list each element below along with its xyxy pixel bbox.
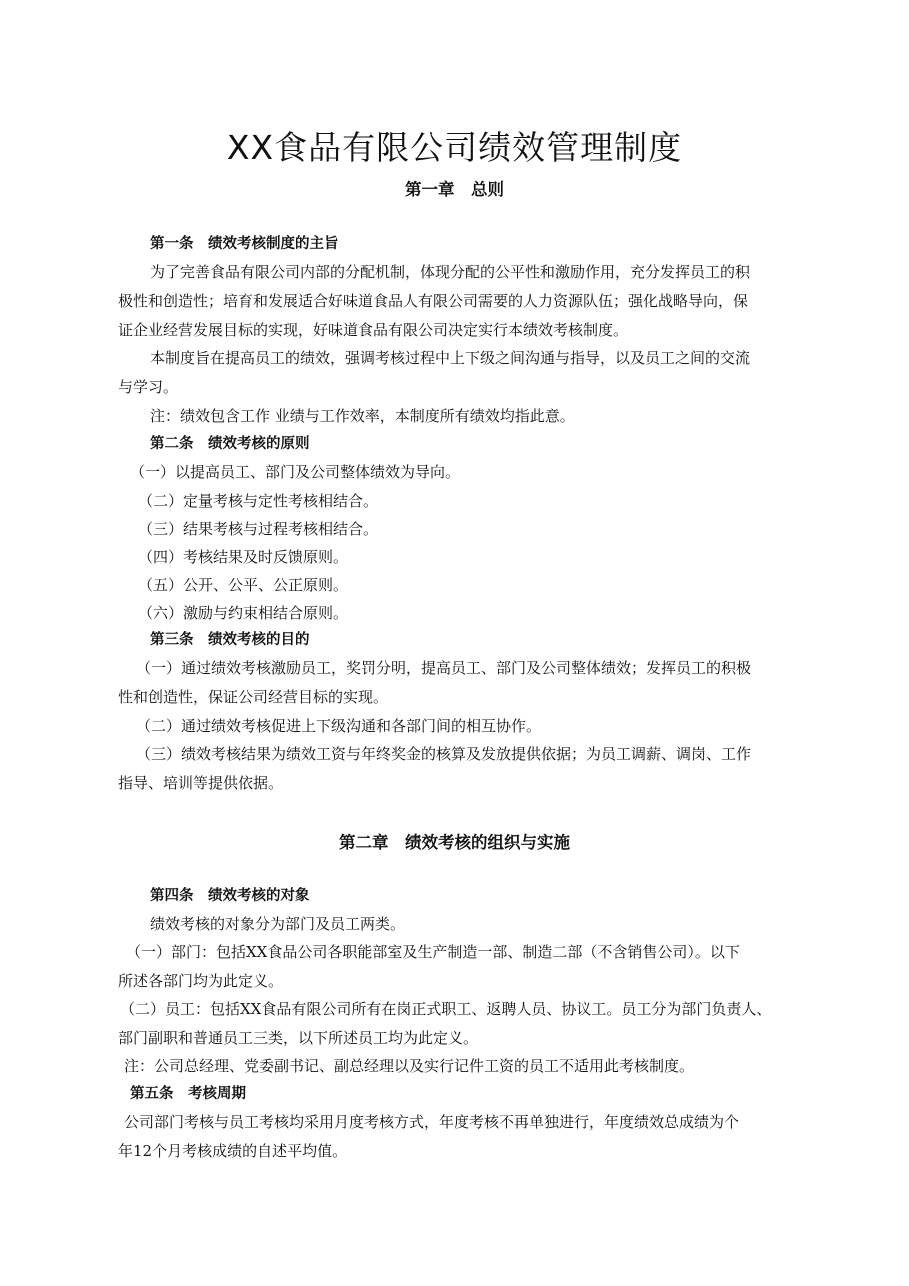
article-4-item-1-line-2: 所述各部门均为此定义。: [118, 972, 284, 990]
article-1-para-1-line-3: 证企业经营发展目标的实现，好味道食品有限公司决定实行本绩效考核制度。: [118, 321, 629, 339]
article-3-item-1-line-1: （一）通过绩效考核激励员工，奖罚分明，提高员工、部门及公司整体绩效；发挥员工的积极: [136, 659, 752, 677]
article-5-para-line-1: 公司部门考核与员工考核均采用月度考核方式，年度考核不再单独进行，年度绩效总成绩为个: [124, 1113, 740, 1131]
article-4-intro: 绩效考核的对象分为部门及员工两类。: [150, 915, 406, 933]
article-4-item-2-line-1: （二）员工：包括XX食品有限公司所有在岗正式职工、返聘人员、协议工。员工分为部门负责人、: [120, 1000, 772, 1018]
article-1-para-2-line-1: 本制度旨在提高员工的绩效，强调考核过程中上下级之间沟通与指导，以及员工之间的交流: [150, 349, 751, 367]
article-3-item-1-line-2: 性和创造性，保证公司经营目标的实现。: [118, 688, 389, 706]
article-2-item-5: （五）公开、公平、公正原则。: [138, 576, 349, 594]
article-1-para-1-line-2: 极性和创造性；培育和发展适合好味道食品人有限公司需要的人力资源队伍；强化战略导向，保: [118, 292, 749, 310]
article-4-heading: 第四条 绩效考核的对象: [150, 888, 310, 904]
article-4-item-2-line-2: 部门副职和普通员工三类，以下所述员工均为此定义。: [118, 1029, 479, 1047]
article-1-para-2-line-2: 与学习。: [118, 378, 179, 396]
article-5-heading: 第五条 考核周期: [130, 1086, 246, 1102]
article-3-item-3-line-1: （三）绩效考核结果为绩效工资与年终奖金的核算及发放提供依据；为员工调薪、调岗、工作: [136, 745, 752, 763]
chapter-2-heading: 第二章 绩效考核的组织与实施: [339, 833, 570, 852]
article-5-para-line-2: 年12个月考核成绩的自述平均值。: [118, 1142, 348, 1160]
article-2-item-3: （三）结果考核与过程考核相结合。: [138, 520, 379, 538]
document-title: XX食品有限公司绩效管理制度: [226, 128, 683, 167]
article-3-item-2: （二）通过绩效考核促进上下级沟通和各部门间的相互协作。: [136, 717, 542, 735]
article-2-heading: 第二条 绩效考核的原则: [150, 436, 310, 452]
article-2-item-4: （四）考核结果及时反馈原则。: [138, 548, 349, 566]
article-4-note: 注：公司总经理、党委副书记、副总经理以及实行记件工资的员工不适用此考核制度。: [124, 1057, 695, 1075]
article-1-para-1-line-1: 为了完善食品有限公司内部的分配机制，体现分配的公平性和激励作用，充分发挥员工的积: [150, 263, 751, 281]
article-3-item-3-line-2: 指导、培训等提供依据。: [118, 774, 284, 792]
article-2-item-2: （二）定量考核与定性考核相结合。: [138, 492, 379, 510]
article-1-note: 注：绩效包含工作 业绩与工作效率，本制度所有绩效均指此意。: [150, 407, 575, 425]
article-4-item-1-line-1: （一）部门：包括XX食品公司各职能部室及生产制造一部、制造二部（不含销售公司）。以下: [126, 943, 740, 961]
chapter-1-heading: 第一章 总则: [405, 180, 504, 199]
article-3-heading: 第三条 绩效考核的目的: [150, 632, 310, 648]
article-2-item-1: （一）以提高员工、部门及公司整体绩效为导向。: [130, 463, 461, 481]
article-2-item-6: （六）激励与约束相结合原则。: [138, 604, 349, 622]
article-1-heading: 第一条 绩效考核制度的主旨: [150, 236, 339, 252]
